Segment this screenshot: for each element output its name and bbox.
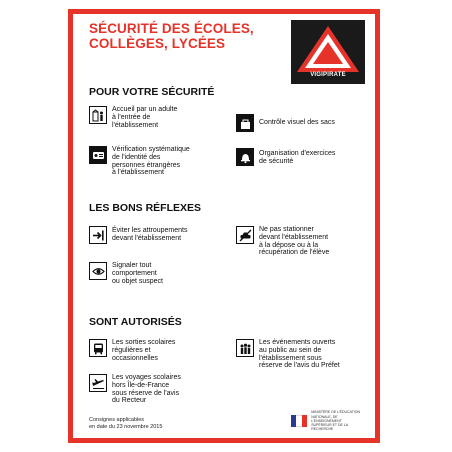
list-item [89,262,229,285]
section-title-autorises: SONT AUTORISÉS [89,316,182,328]
vigipirate-badge [291,20,365,84]
item-text: Les événements ouverts au public au sein de l'établissement sous réserve de l'avis du Préfet [259,339,340,370]
adult-at-entrance-icon [89,106,107,124]
no-parking-icon [236,226,254,244]
eye-icon [89,262,107,280]
list-item [236,114,371,132]
list-item [236,339,371,370]
item-text: Organisation d'exercices de sécurité [259,150,336,165]
poster-title: SÉCURITÉ DES ÉCOLES, COLLÈGES, LYCÉES [89,21,254,51]
exit-arrow-icon [89,226,107,244]
footer-note: Consignes applicables en date du 23 novembre 2015 [89,417,163,430]
ministry-logo-text: MINISTÈRE DE L'ÉDUCATION NATIONALE, DE L'ENSEIGNEMENT SUPÉRIEUR ET DE LA RECHERCHE [311,410,361,432]
french-flag-icon [291,415,307,427]
plane-icon [89,374,107,392]
crowd-icon [236,339,254,357]
alarm-bell-icon [236,148,254,166]
poster [68,9,380,443]
item-text: Contrôle visuel des sacs [259,119,335,126]
item-text: Les sorties scolaires régulières et occasionnelles [112,339,176,362]
list-item [89,146,229,177]
item-text: Vérification systématique de l'identité des personnes étrangères à l'établissement [112,146,190,177]
item-text: Signaler tout comportement ou objet suspect [112,262,163,285]
item-text: Les voyages scolaires hors Île-de-France sous réserve de l'avis du Recteur [112,374,181,405]
section-title-securite: POUR VOTRE SÉCURITÉ [89,86,215,98]
bus-icon [89,339,107,357]
item-text: Éviter les attroupements devant l'établissement [112,227,188,242]
list-item [89,226,229,244]
item-text: Ne pas stationner devant l'établissement à la dépose ou à la récupération de l'élève [259,226,330,257]
list-item [236,148,371,166]
list-item [236,226,371,257]
item-text: Accueil par un adulte à l'entrée de l'établissement [112,106,178,129]
bag-check-icon [236,114,254,132]
id-card-icon [89,146,107,164]
ministry-logo [291,410,365,432]
vigipirate-label: VIGIPIRATE [310,72,346,78]
section-title-reflexes: LES BONS RÉFLEXES [89,202,202,214]
list-item [89,374,229,405]
list-item [89,106,229,129]
list-item [89,339,229,362]
